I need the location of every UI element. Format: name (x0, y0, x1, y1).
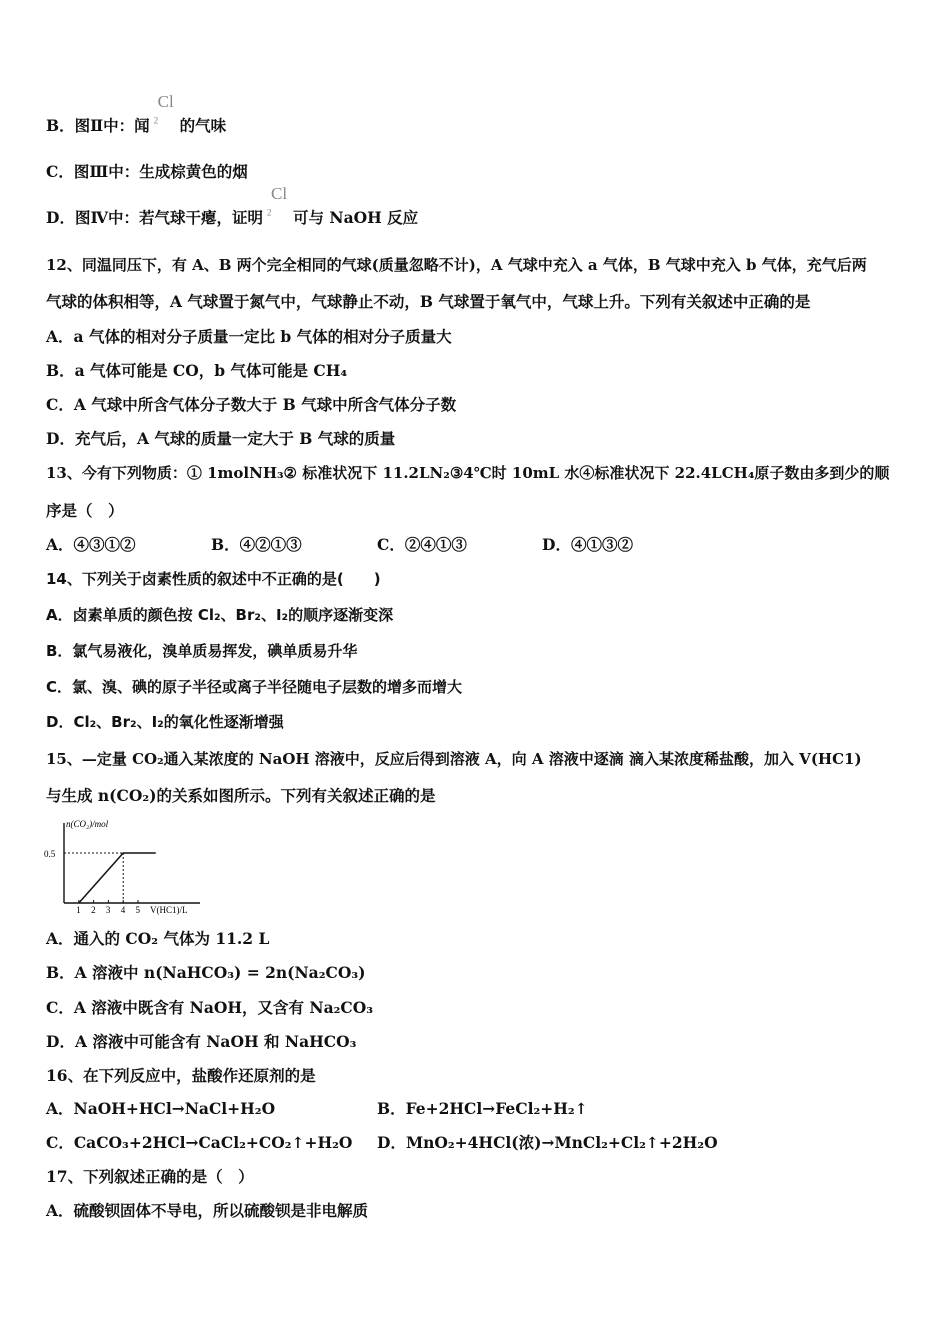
q16-option-d: D．MnO₂+4HCl(浓)→MnCl₂+Cl₂↑+2H₂O (377, 1133, 718, 1152)
x-tick-label: 3 (105, 905, 111, 915)
text: Cl (157, 92, 174, 111)
q15-option-b: B．A 溶液中 n(NaHCO₃) = 2n(Na₂CO₃) (46, 963, 366, 982)
q14-option-a: A．卤素单质的颜色按 Cl₂、Br₂、I₂的顺序逐渐变深 (46, 606, 394, 624)
q11-option-b-text: B．图Ⅱ中：闻 (46, 116, 150, 135)
series-line (79, 853, 156, 903)
q13-option-d: D．④①③② (542, 535, 633, 554)
q15-stem-line2: 与生成 n(CO₂)的关系如图所示。下列有关叙述正确的是 (46, 786, 436, 805)
q11-option-d-text-end: 可与 NaOH 反应 (293, 208, 419, 227)
q12-option-a: A．a 气体的相对分子质量一定比 b 气体的相对分子质量大 (46, 327, 452, 346)
q14-option-d: D．Cl₂、Br₂、I₂的氧化性逐渐增强 (46, 713, 284, 731)
q16-option-c: C．CaCO₃+2HCl→CaCl₂+CO₂↑+H₂O (46, 1133, 353, 1152)
text: 2 (153, 115, 159, 126)
x-tick-label: 4 (120, 905, 126, 915)
q14-option-c: C．氯、溴、碘的原子半径或离子半径随电子层数的增多而增大 (46, 678, 463, 696)
q12-option-d: D．充气后，A 气球的质量一定大于 B 气球的质量 (46, 429, 396, 448)
q17-option-a: A．硫酸钡固体不导电，所以硫酸钡是非电解质 (46, 1201, 369, 1220)
x-axis-label: V(HC1)/L (150, 905, 188, 915)
q16-stem: 16、在下列反应中，盐酸作还原剂的是 (46, 1066, 316, 1085)
q16-option-a: A．NaOH+HCl→NaCl+H₂O (46, 1099, 276, 1118)
x-ticks (76, 900, 140, 915)
q14-stem: 14、下列关于卤素性质的叙述中不正确的是( ) (46, 570, 381, 588)
q14-option-b: B．氯气易液化，溴单质易挥发，碘单质易升华 (46, 642, 358, 660)
text: 2 (267, 207, 272, 218)
x-tick-label: 1 (76, 905, 81, 915)
cl2-formula-image (263, 184, 293, 228)
q15-option-c: C．A 溶液中既含有 NaOH，又含有 Na₂CO₃ (46, 998, 374, 1017)
y-tick-label: 0.5 (44, 849, 56, 859)
q13-option-b: B．④②①③ (211, 535, 302, 554)
q15-option-d: D．A 溶液中可能含有 NaOH 和 NaHCO₃ (46, 1032, 357, 1051)
q11-option-b (46, 92, 227, 136)
q13-stem-line1: 13、今有下列物质：① 1molNH₃② 标准状况下 11.2LN₂③4℃时 10mL 水④标准状况下 22.4LCH₄原子数由多到少的顺 (46, 464, 890, 482)
q15-graph (42, 815, 212, 920)
q13-stem-line2: 序是（ ） (46, 501, 124, 520)
y-axis-label: n(CO₂)/mol (66, 819, 109, 829)
cl2-formula-image (150, 92, 180, 136)
q12-stem-line2: 气球的体积相等，A 气球置于氮气中，气球静止不动，B 气球置于氧气中，气球上升。下列有关叙述中正确的是 (46, 292, 811, 311)
q12-stem-line1: 12、同温同压下，有 A、B 两个完全相同的气球(质量忽略不计)，A 气球中充入 a 气体，B 气球中充入 b 气体，充气后两 (46, 256, 867, 274)
q11-option-d (46, 184, 419, 228)
q11-option-d-text: D．图Ⅳ中：若气球干瘪，证明 (46, 208, 264, 227)
text: Cl (271, 184, 288, 203)
q17-stem: 17、下列叙述正确的是（ ） (46, 1167, 254, 1186)
q15-option-a: A．通入的 CO₂ 气体为 11.2 L (46, 929, 270, 948)
data-series (64, 853, 156, 903)
q11-option-b-text-end: 的气味 (179, 116, 227, 135)
q11-option-c: C．图Ⅲ中：生成棕黄色的烟 (46, 162, 248, 181)
x-tick-label: 5 (135, 905, 140, 915)
q13-option-a: A．④③①② (46, 535, 136, 554)
q15-stem-line1: 15、—定量 CO₂通入某浓度的 NaOH 溶液中，反应后得到溶液 A，向 A 溶液中逐滴 滴入某浓度稀盐酸，加入 V(HC1) (46, 750, 862, 768)
q12-option-c: C．A 气球中所含气体分子数大于 B 气球中所含气体分子数 (46, 395, 457, 414)
q16-option-b: B．Fe+2HCl→FeCl₂+H₂↑ (377, 1099, 588, 1118)
x-tick-label: 2 (91, 905, 96, 915)
q12-option-b: B．a 气体可能是 CO，b 气体可能是 CH₄ (46, 361, 348, 380)
q13-option-c: C．②④①③ (377, 535, 467, 554)
